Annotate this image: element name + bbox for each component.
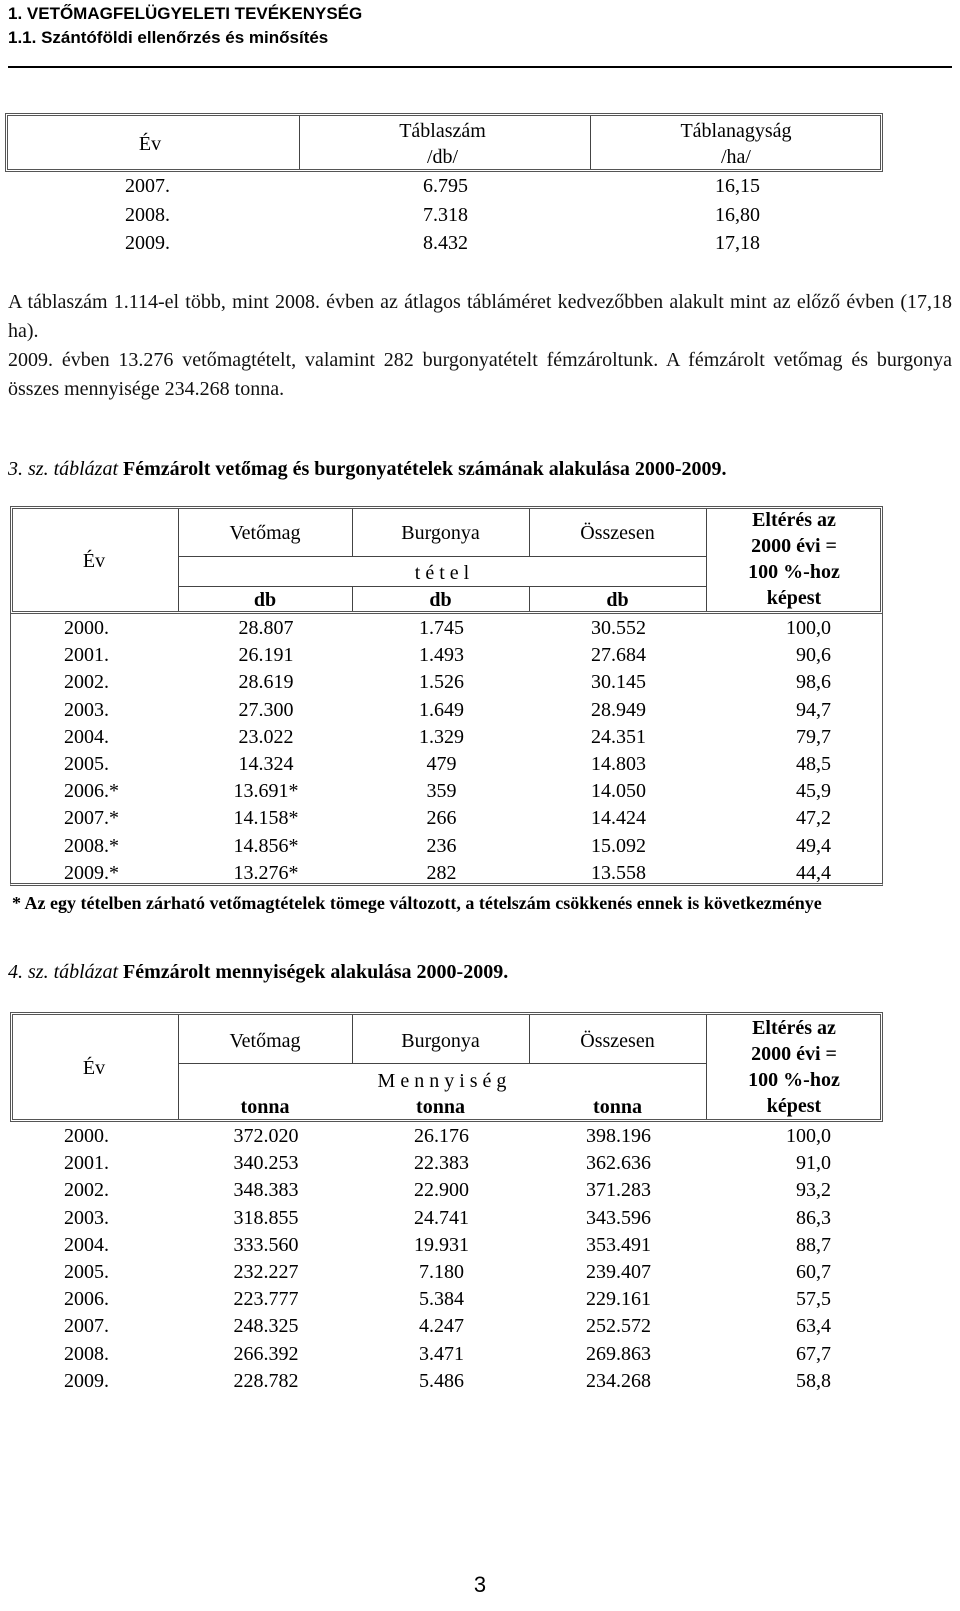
table1-cell-year: 2009. — [125, 232, 170, 254]
table1-cell-size: 16,80 — [715, 203, 760, 226]
table3-cell-seed: 27.300 — [238, 698, 294, 721]
table3-cell-year: 2009.* — [64, 861, 119, 884]
table4-cell-seed: 318.855 — [233, 1206, 299, 1229]
table3-col-deviation: 100 %-hoz — [748, 561, 840, 583]
table1-col-size-unit: /ha/ — [721, 146, 751, 168]
table3-col-seed: Vetőmag — [229, 522, 301, 544]
table3-cell-seed: 14.158* — [233, 807, 299, 830]
table3-col-year: Év — [82, 550, 106, 572]
table4-col-deviation: 2000 évi = — [751, 1043, 837, 1065]
table3-cell-potato: 359 — [426, 780, 457, 803]
table4-unit-potato: tonna — [416, 1096, 465, 1118]
table4-cell-potato: 3.471 — [419, 1342, 464, 1365]
table3-cell-deviation: 79,7 — [796, 725, 831, 748]
table3-cell-potato: 1.526 — [419, 671, 464, 694]
table4-cell-total: 362.636 — [586, 1152, 651, 1175]
table3-cell-total: 30.552 — [591, 617, 646, 639]
table4-cell-seed: 333.560 — [233, 1233, 299, 1256]
table4-cell-deviation: 100,0 — [786, 1125, 831, 1147]
table4-unit-seed: tonna — [240, 1096, 290, 1118]
table1-cell-year: 2007. — [125, 175, 170, 197]
table3-divider — [352, 509, 353, 556]
table3-cell-total: 14.050 — [591, 780, 646, 803]
table4-cell-seed: 340.253 — [233, 1152, 299, 1175]
table4-cell-deviation: 93,2 — [796, 1179, 831, 1202]
table4-col-deviation: 100 %-hoz — [748, 1069, 840, 1091]
section-heading: 1. VETŐMAGFELÜGYELETI TEVÉKENYSÉG — [8, 4, 363, 23]
table4-divider — [352, 1015, 353, 1063]
table3-cell-seed: 28.619 — [238, 671, 294, 694]
table1-cell-count: 8.432 — [423, 232, 468, 254]
table3-divider — [352, 586, 353, 611]
heading-rule — [8, 66, 952, 68]
table4-col-deviation: képest — [766, 1095, 822, 1117]
table3-cell-deviation: 100,0 — [786, 617, 831, 639]
paragraph: 2009. évben 13.276 vetőmagtételt, valamint 282 burgonyatételt fémzároltunk. A fémzárolt vetőmag és burgonya összes mennyisége 234.268 tonna. — [8, 349, 952, 400]
table3-divider — [529, 509, 530, 556]
table4-cell-total: 252.572 — [586, 1315, 651, 1338]
table4-cell-deviation: 60,7 — [796, 1261, 831, 1283]
table3-cell-total: 24.351 — [591, 725, 646, 748]
table4-divider — [706, 1015, 707, 1119]
table4-col-deviation: Eltérés az — [752, 1017, 836, 1039]
table3-cell-total: 15.092 — [591, 834, 646, 857]
table3-cell-potato: 479 — [426, 753, 457, 775]
table4-cell-total: 229.161 — [586, 1288, 651, 1311]
table4-cell-total: 234.268 — [586, 1369, 651, 1392]
table3-divider — [178, 556, 706, 557]
table4-unit-total: tonna — [593, 1096, 642, 1118]
table4-cell-total: 239.407 — [586, 1261, 651, 1283]
table3-cell-deviation: 48,5 — [796, 753, 831, 775]
table3-cell-deviation: 49,4 — [796, 834, 831, 857]
table3-cell-seed: 28.807 — [238, 617, 294, 639]
table3-cell-total: 27.684 — [591, 644, 646, 667]
table4-cell-deviation: 91,0 — [796, 1152, 831, 1175]
table3-cell-deviation: 44,4 — [796, 861, 831, 884]
table4-cell-potato: 4.247 — [419, 1315, 464, 1338]
table4-cell-deviation: 58,8 — [796, 1369, 831, 1392]
table3-cell-seed: 14.324 — [238, 753, 294, 775]
table3-cell-potato: 1.649 — [419, 698, 464, 721]
table4-caption-title: Fémzárolt mennyiségek alakulása 2000-2009. — [123, 961, 509, 983]
table3-cell-seed: 13.276* — [233, 861, 299, 884]
table1-cell-year: 2008. — [125, 203, 170, 226]
table4-cell-seed: 248.325 — [233, 1315, 299, 1338]
table3-cell-year: 2004. — [64, 725, 109, 748]
table4-cell-potato: 19.931 — [414, 1233, 469, 1256]
table4-cell-potato: 26.176 — [414, 1125, 469, 1147]
table1-divider — [590, 116, 591, 169]
table3-cell-potato: 266 — [426, 807, 457, 830]
table3-caption — [8, 458, 727, 481]
table3-cell-potato: 236 — [426, 834, 457, 857]
table3-cell-year: 2005. — [64, 753, 109, 775]
table4-cell-year: 2000. — [64, 1125, 109, 1147]
table3-unit-seed: db — [253, 589, 277, 611]
table1-cell-count: 6.795 — [423, 175, 468, 197]
page-number: 3 — [473, 1572, 487, 1597]
table3-cell-total: 14.424 — [591, 807, 646, 830]
table4-col-total: Összesen — [580, 1030, 655, 1052]
table4-cell-year: 2004. — [64, 1233, 109, 1256]
table4-cell-deviation: 57,5 — [796, 1288, 831, 1311]
table4-col-year: Év — [82, 1057, 106, 1079]
table3-cell-deviation: 94,7 — [796, 698, 831, 721]
table3-col-deviation: Eltérés az — [752, 509, 836, 531]
table3-cell-seed: 26.191 — [238, 644, 294, 667]
table1-col-count: Táblaszám — [399, 120, 486, 142]
table3-col-deviation: képest — [766, 587, 822, 609]
table4-divider — [529, 1015, 530, 1063]
table3-cell-year: 2001. — [64, 644, 109, 667]
table1-cell-count: 7.318 — [423, 203, 468, 226]
table3-col-deviation: 2000 évi = — [751, 535, 837, 557]
table4-divider — [178, 1063, 706, 1064]
table3-divider — [178, 586, 706, 587]
table4-cell-total: 353.491 — [586, 1233, 651, 1256]
table3-cell-year: 2002. — [64, 671, 109, 694]
table3-cell-year: 2007.* — [64, 807, 119, 830]
table3-footnote: * Az egy tételben zárható vetőmagtételek tömege változott, a tételszám csökkenés ennek is következménye — [12, 893, 822, 913]
table3-unit-total: db — [606, 589, 629, 611]
table3-divider — [178, 509, 179, 611]
table3-cell-deviation: 98,6 — [796, 671, 831, 694]
table4-cell-seed: 348.383 — [233, 1179, 299, 1202]
table3-cell-total: 28.949 — [591, 698, 646, 721]
table3-body-frame — [10, 614, 883, 886]
table4-cell-year: 2003. — [64, 1206, 109, 1229]
table4-cell-year: 2005. — [64, 1261, 109, 1283]
table3-cell-year: 2008.* — [64, 834, 119, 857]
table3-cell-year: 2006.* — [64, 780, 119, 803]
table3-cell-seed: 23.022 — [238, 725, 294, 748]
table4-cell-potato: 5.384 — [419, 1288, 464, 1311]
table4-cell-potato: 5.486 — [419, 1369, 464, 1392]
table4-cell-year: 2007. — [64, 1315, 109, 1338]
table3-cell-potato: 282 — [426, 861, 457, 884]
table1-cell-size: 17,18 — [715, 232, 760, 254]
table3-unit-potato: db — [429, 589, 452, 611]
table3-cell-total: 30.145 — [591, 671, 646, 694]
table1-col-year: Év — [138, 133, 162, 155]
paragraph: A táblaszám 1.114-el több, mint 2008. évben az átlagos tábláméret kedvezőbben alakult mint az előző évben (17,18 ha). — [8, 291, 952, 342]
table4-cell-total: 371.283 — [586, 1179, 651, 1202]
table4-cell-deviation: 86,3 — [796, 1206, 831, 1229]
table4-caption-prefix: 4. sz. táblázat — [8, 961, 119, 983]
table4-cell-total: 398.196 — [586, 1125, 651, 1147]
table4-cell-year: 2009. — [64, 1369, 109, 1392]
table3-cell-year: 2000. — [64, 617, 109, 639]
table4-cell-year: 2002. — [64, 1179, 109, 1202]
table3-col-total: Összesen — [580, 522, 655, 544]
table3-cell-deviation: 47,2 — [796, 807, 831, 830]
table4-cell-potato: 22.383 — [414, 1152, 469, 1175]
table3-caption-prefix: 3. sz. táblázat — [8, 458, 119, 480]
table4-col-seed: Vetőmag — [229, 1030, 301, 1052]
table4-cell-seed: 232.227 — [233, 1261, 299, 1283]
table4-cell-deviation: 63,4 — [796, 1315, 831, 1338]
table4-group-label: M e n n y i s é g — [377, 1070, 507, 1092]
table3-caption-title: Fémzárolt vetőmag és burgonyatételek számának alakulása 2000-2009. — [123, 458, 727, 480]
table4-cell-year: 2001. — [64, 1152, 109, 1175]
table3-cell-potato: 1.493 — [419, 644, 464, 667]
table4-cell-total: 269.863 — [586, 1342, 651, 1365]
table4-caption — [8, 961, 508, 984]
table1-cell-size: 16,15 — [715, 175, 760, 197]
subsection-heading: 1.1. Szántóföldi ellenőrzés és minősítés — [8, 28, 329, 47]
table3-divider — [529, 586, 530, 611]
table4-cell-seed: 228.782 — [233, 1369, 299, 1392]
table3-cell-total: 14.803 — [591, 753, 646, 775]
table3-cell-potato: 1.329 — [419, 725, 464, 748]
table4-cell-potato: 22.900 — [414, 1179, 469, 1202]
table3-group-label: t é t e l — [414, 562, 470, 584]
table4-cell-year: 2006. — [64, 1288, 109, 1311]
table3-cell-seed: 14.856* — [233, 834, 299, 857]
table4-cell-seed: 266.392 — [233, 1342, 299, 1365]
table3-divider — [706, 509, 707, 611]
table4-cell-seed: 372.020 — [233, 1125, 299, 1147]
table4-cell-total: 343.596 — [586, 1206, 651, 1229]
table3-cell-seed: 13.691* — [233, 780, 299, 803]
table3-cell-total: 13.558 — [591, 861, 646, 884]
table1-col-count-unit: /db/ — [426, 146, 459, 168]
table4-cell-seed: 223.777 — [233, 1288, 299, 1311]
table3-cell-year: 2003. — [64, 698, 109, 721]
table3-col-potato: Burgonya — [401, 522, 480, 544]
table3-cell-deviation: 90,6 — [796, 644, 831, 667]
table4-cell-deviation: 88,7 — [796, 1233, 831, 1256]
table1-col-size: Táblanagyság — [680, 120, 792, 142]
table4-cell-potato: 24.741 — [414, 1206, 469, 1229]
table3-cell-potato: 1.745 — [419, 617, 464, 639]
table4-divider — [178, 1015, 179, 1119]
table4-cell-year: 2008. — [64, 1342, 109, 1365]
table4-cell-deviation: 67,7 — [796, 1342, 831, 1365]
table4-col-potato: Burgonya — [401, 1030, 480, 1052]
table4-cell-potato: 7.180 — [419, 1261, 464, 1283]
table3-cell-deviation: 45,9 — [796, 780, 831, 803]
